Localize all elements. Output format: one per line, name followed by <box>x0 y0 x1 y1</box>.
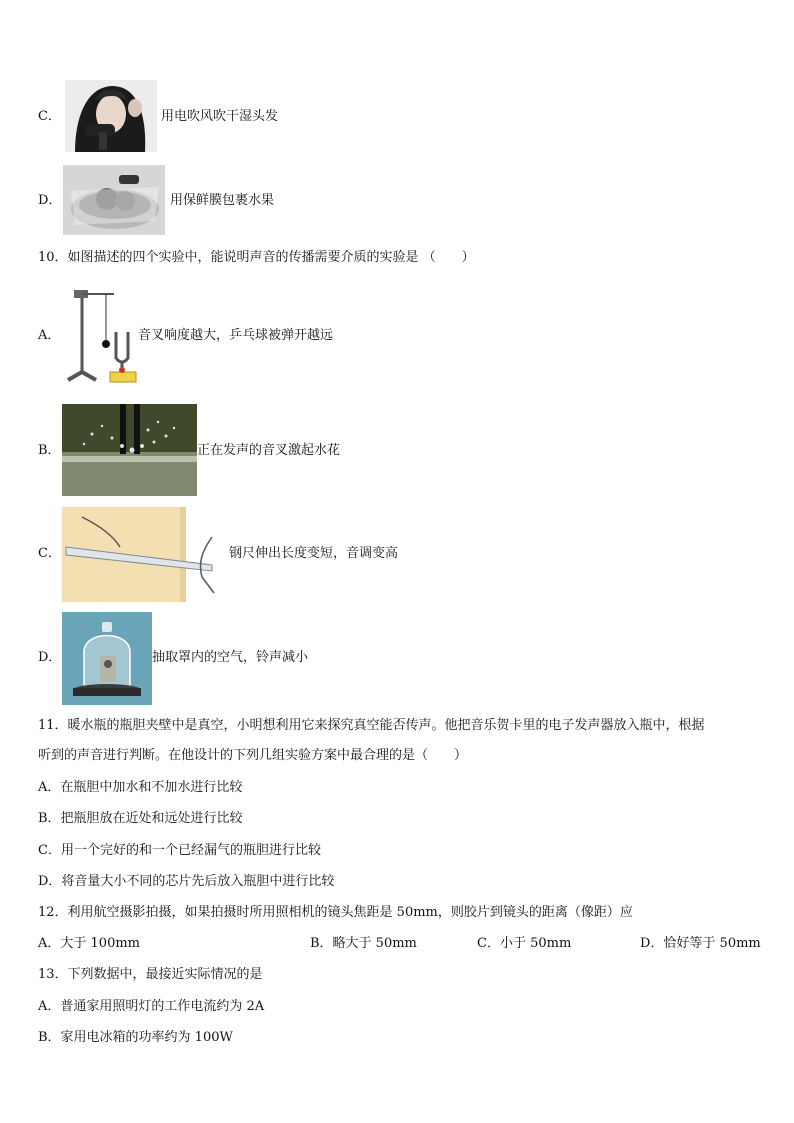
q9-option-d-letter: D． <box>38 193 62 208</box>
q10-option-b-letter: B． <box>38 443 61 458</box>
tuning-fork-ball-diagram <box>62 284 142 388</box>
tuning-fork-water-photo <box>62 404 197 496</box>
plastic-wrap-fruit-photo <box>63 165 165 235</box>
q9-option-d-text: 用保鲜膜包裹水果 <box>170 193 275 208</box>
q11-option-a: A．在瓶胆中加水和不加水进行比较 <box>38 780 243 795</box>
q12-option-a: A．大于 100mm <box>38 936 140 951</box>
q13-option-b: B．家用电冰箱的功率约为 100W <box>38 1030 233 1045</box>
q11-option-c: C．用一个完好的和一个已经漏气的瓶胆进行比较 <box>38 843 321 858</box>
q10-option-a-text: 音叉响度越大，乒乓球被弹开越远 <box>138 328 334 343</box>
q9-option-c-text: 用电吹风吹干湿头发 <box>161 109 279 124</box>
q13-stem: 13．下列数据中，最接近实际情况的是 <box>38 967 263 982</box>
hair-dryer-photo <box>65 80 157 152</box>
q10-option-a-letter: A． <box>38 328 61 343</box>
q10-stem: 10．如图描述的四个实验中，能说明声音的传播需要介质的实验是 （ ） <box>38 250 475 265</box>
q11-stem-line1: 11．暖水瓶的瓶胆夹壁中是真空，小明想利用它来探究真空能否传声。他把音乐贺卡里的电子发声器放入瓶中，根据 <box>38 718 705 733</box>
q12-option-c: C．小于 50mm <box>477 936 572 951</box>
q10-option-d-letter: D． <box>38 650 62 665</box>
q10-option-c-letter: C． <box>38 546 61 561</box>
q10-option-d-text: 抽取罩内的空气，铃声减小 <box>152 650 309 665</box>
q13-option-a: A．普通家用照明灯的工作电流约为 2A <box>38 999 265 1014</box>
q11-stem-line2: 听到的声音进行判断。在他设计的下列几组实验方案中最合理的是（ ） <box>38 748 468 763</box>
q12-option-b: B．略大于 50mm <box>310 936 417 951</box>
q12-stem: 12．利用航空摄影拍摄，如果拍摄时所用照相机的镜头焦距是 50mm，则胶片到镜头的距离（像距）应 <box>38 905 633 920</box>
q11-option-b: B．把瓶胆放在近处和远处进行比较 <box>38 811 243 826</box>
q9-option-c-letter: C． <box>38 109 61 124</box>
bell-jar-photo <box>62 612 152 705</box>
q12-option-d: D．恰好等于 50mm <box>640 936 761 951</box>
q10-option-b-text: 正在发声的音叉激起水花 <box>197 443 341 458</box>
q10-option-c-text: 钢尺伸出长度变短，音调变高 <box>229 546 399 561</box>
steel-ruler-diagram <box>62 507 225 602</box>
q11-option-d: D．将音量大小不同的芯片先后放入瓶胆中进行比较 <box>38 874 335 889</box>
